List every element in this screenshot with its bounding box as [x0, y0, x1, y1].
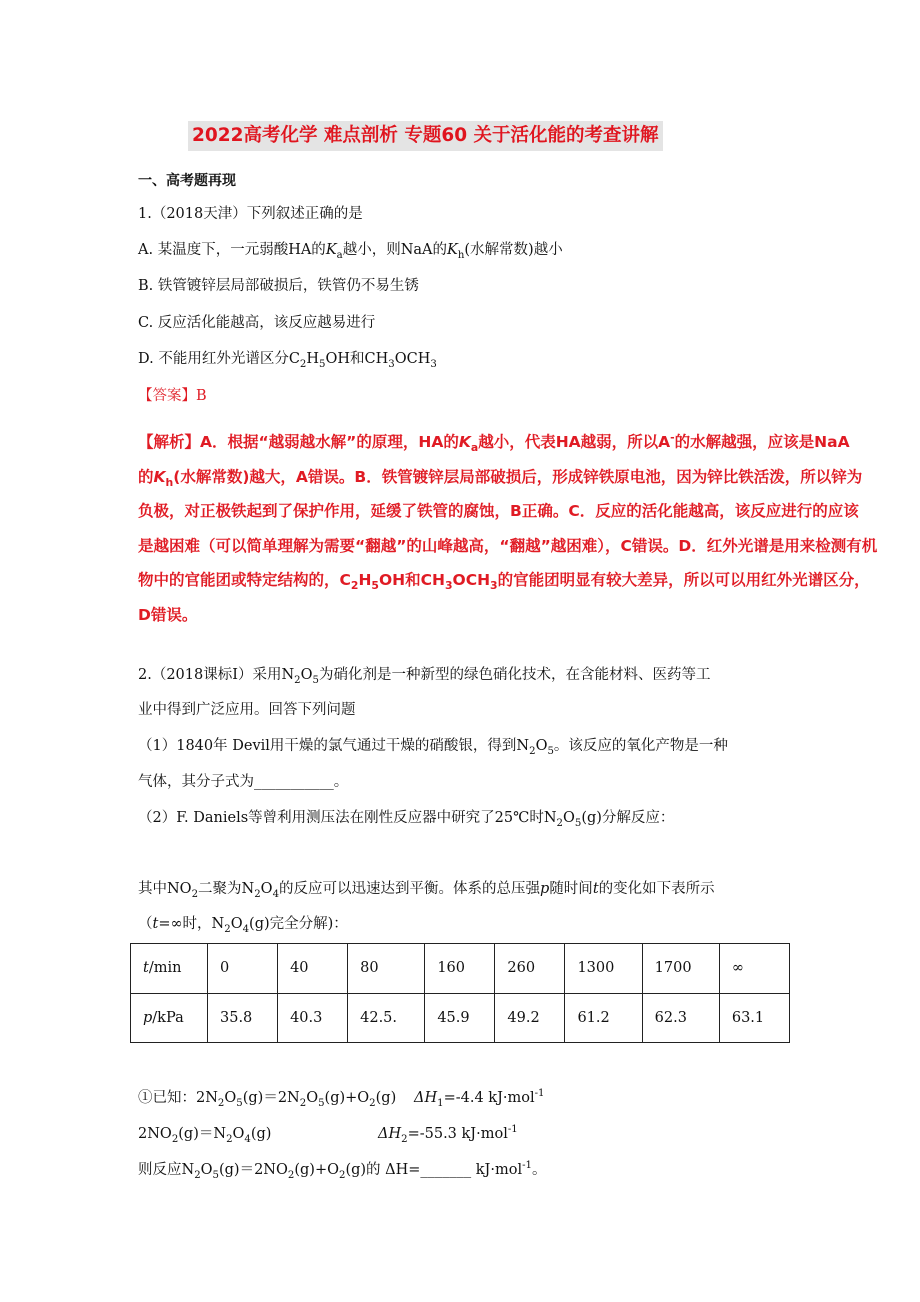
- table-cell: 61.2: [565, 993, 642, 1043]
- table-cell: 160: [425, 944, 495, 994]
- option-a: A. 某温度下，一元弱酸HA的$K_a$越小，则NaA的$K_h$(水解常数)越小: [138, 242, 563, 261]
- table-header-time: t/min: [131, 944, 208, 994]
- answer-label: 【答案】: [138, 388, 196, 404]
- equation-1-enthalpy: $\Delta H_1=-4.4$ kJ·mol$^{-1}$: [414, 1088, 545, 1109]
- table-cell: 42.5.: [348, 993, 425, 1043]
- table-cell: 40: [278, 944, 348, 994]
- table-cell: 49.2: [495, 993, 565, 1043]
- analysis-block: [138, 425, 910, 632]
- equation-2: $2NO_2(g)=N_2O_4(g)$: [138, 1126, 272, 1145]
- analysis-line-3: 负极，对正极铁起到了保护作用，延缓了铁管的腐蚀，B正确。C．反应的活化能越高，该反应进行的应该: [138, 502, 859, 520]
- table-intro: 其中$NO_2$二聚为$N_2O_4$的反应可以迅速达到平衡。体系的总压强p随时间t的变化如下表所示: [138, 881, 715, 900]
- table-cell: 80: [348, 944, 425, 994]
- equation-2-enthalpy: $\Delta H_2=-55.3$ kJ·mol$^{-1}$: [378, 1124, 518, 1145]
- table-cell: 62.3: [642, 993, 719, 1043]
- table-cell: 0: [208, 944, 278, 994]
- analysis-line-6: D错误。: [138, 605, 198, 624]
- table-header-pressure: p/kPa: [131, 993, 208, 1043]
- analysis-line-1: 【解析】A．根据“越弱越水解”的原理，HA的$K_a$越小，代表HA越弱，所以A-的水解越强，应该是NaA: [138, 430, 850, 455]
- question-2-line-1: 2.（2018课标Ⅰ）采用$N_2O_5$为硝化剂是一种新型的绿色硝化技术，在含能材料、医药等工: [138, 667, 711, 686]
- equation-3-question: 则反应$N_2O_5(g)=2NO_2(g)+O_2(g)$的 ΔH=_______ kJ·mol$^{-1}$。: [138, 1160, 547, 1181]
- table-row-pressure: [131, 993, 790, 1043]
- part-1-line-1: （1）1840年 Devil用干燥的氯气通过干燥的硝酸银，得到$N_2O_5$。该反应的氧化产物是一种: [138, 738, 728, 757]
- part-2-line-1: （2）F. Daniels等曾利用测压法在刚性反应器中研究了25℃时$N_2O_5(g)$分解反应：: [138, 810, 675, 829]
- answer-value: B: [196, 388, 207, 404]
- equation-1: ①已知：$2N_2O_5(g)=2N_2O_5(g)+O_2(g)$: [138, 1090, 397, 1109]
- table-cell: 1300: [565, 944, 642, 994]
- option-d: D. 不能用红外光谱区分$C_2H_5OH$和$CH_3OCH_3$: [138, 351, 437, 370]
- answer: [138, 386, 207, 406]
- pressure-time-table: [130, 943, 790, 1043]
- part-1-line-2: 气体，其分子式为___________。: [138, 774, 349, 790]
- question-2-line-2: 业中得到广泛应用。回答下列问题: [138, 702, 356, 718]
- analysis-line-5: 物中的官能团或特定结构的，$C_2H_5OH$和$CH_3OCH_3$的官能团明显有较大差异，所以可以用红外光谱区分，: [138, 571, 870, 593]
- table-cell: 1700: [642, 944, 719, 994]
- page-title: 2022高考化学 难点剖析 专题60 关于活化能的考查讲解: [188, 121, 663, 151]
- analysis-line-2: 的$K_h$(水解常数)越大，A错误。B．铁管镀锌层局部破损后，形成锌铁原电池，因为锌比铁活泼，所以锌为: [138, 467, 863, 489]
- analysis-line-4: 是越困难（可以简单理解为需要“翻越”的山峰越高，“翻越”越困难），C错误。D．红外光谱是用来检测有机: [138, 536, 878, 555]
- question-1-stem: 1.（2018天津）下列叙述正确的是: [138, 206, 363, 222]
- table-cell: 63.1: [719, 993, 789, 1043]
- table-cell: 35.8: [208, 993, 278, 1043]
- table-condition: （t=∞时，$N_2O_4(g)$完全分解)：: [138, 916, 348, 935]
- table-row-time: [131, 944, 790, 994]
- table-cell: 260: [495, 944, 565, 994]
- option-c: C. 反应活化能越高，该反应越易进行: [138, 315, 376, 331]
- table-cell: 40.3: [278, 993, 348, 1043]
- option-b: B. 铁管镀锌层局部破损后，铁管仍不易生锈: [138, 278, 419, 294]
- section-heading: 一、高考题再现: [138, 173, 236, 189]
- table-cell: 45.9: [425, 993, 495, 1043]
- table-cell: ∞: [719, 944, 789, 994]
